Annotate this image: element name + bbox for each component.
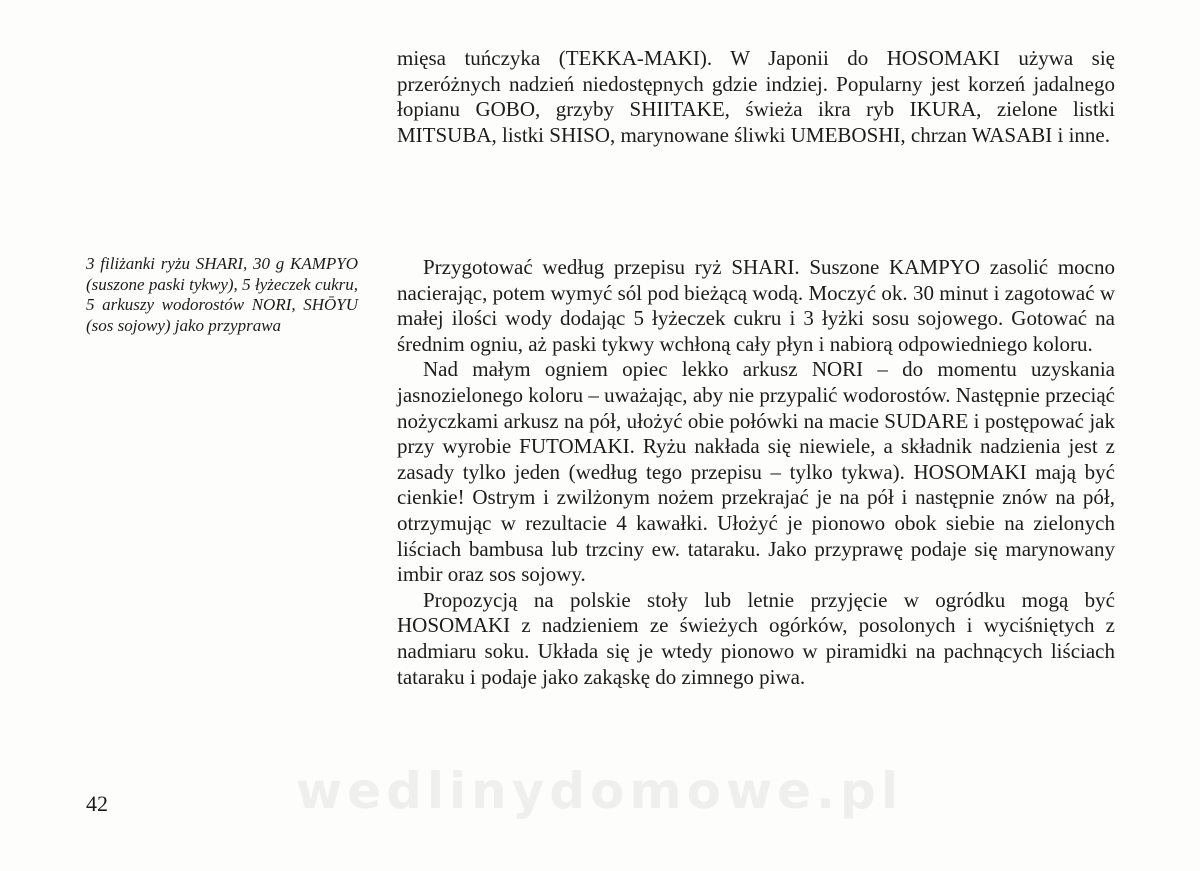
watermark: wedlinydomowe.pl [296,762,903,820]
intro-paragraph: mięsa tuńczyka (TEKKA-MAKI). W Japonii do HOSOMAKI używa się przeróżnych nadzień niedostępnych gdzie indziej. Popularny jest korzeń jadalnego łopianu GOBO, grzyby SHIITAKE, świeża ikra ryb IKURA, zielone listki MITSUBA, listki SHISO, marynowane śliwki UMEBOSHI, chrzan WASABI i inne. [397,46,1115,147]
page-number: 42 [86,791,108,816]
recipe-instructions [397,255,1115,690]
recipe-paragraph: Nad małym ogniem opiec lekko arkusz NORI – do momentu uzyskania jasnozielonego koloru – uważając, aby nie przypalić wodorostów. Następnie przeciąć nożyczkami arkusz na pół, ułożyć obie połówki na macie SUDARE i postępować jak przy wyrobie FUTOMAKI. Ryżu nakłada się niewiele, a składnik nadzienia jest z zasady tylko jeden (według tego przepisu – tylko tykwa). HOSOMAKI mają być cienkie! Ostrym i zwilżonym nożem przekrajać je na pół i następnie znów na pół, otrzymując w rezultacie 4 kawałki. Ułożyć je pionowo obok siebie na zielonych liściach bambusa lub trzciny ew. tataraku. Jako przyprawę podaje się marynowany imbir oraz sos sojowy. [397,357,1115,587]
recipe-paragraph: Propozycją na polskie stoły lub letnie przyjęcie w ogródku mogą być HOSOMAKI z nadzieniem ze świeżych ogórków, posolonych i wyciśniętych z nadmiaru soku. Układa się je wtedy pionowo w piramidki na pachnących liściach tataraku i podaje jako zakąskę do zimnego piwa. [397,587,1115,689]
recipe-paragraph: Przygotować według przepisu ryż SHARI. Suszone KAMPYO zasolić mocno nacierając, potem wymyć sól pod bieżącą wodą. Moczyć ok. 30 minut i zagotować w małej ilości wody dodając 5 łyżeczek cukru i 3 łyżki sosu sojowego. Gotować na średnim ogniu, aż paski tykwy wchłoną cały płyn i nabiorą odpowiedniego koloru. [397,255,1115,356]
ingredients-note: 3 filiżanki ryżu SHARI, 30 g KAMPYO (suszone paski tykwy), 5 łyżeczek cukru, 5 arkuszy wodorostów NORI, SHŌYU (sos sojowy) jako przyprawa [86,254,358,335]
